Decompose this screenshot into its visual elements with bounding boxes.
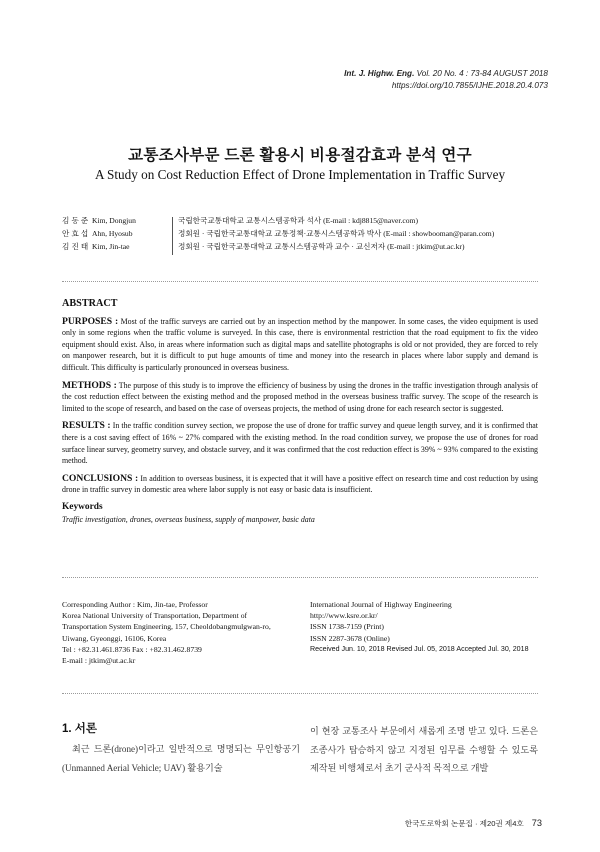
author-affiliation: 정회원 · 국립한국교통대학교 교통정책·교통시스템공학과 박사 (E-mail : showbooman@paran.com) <box>178 229 495 238</box>
keywords-heading: Keywords <box>62 501 103 512</box>
page-number: 73 <box>531 818 542 828</box>
page-footer <box>405 818 542 829</box>
author-name-en: Ahn, Hyosub <box>92 229 133 238</box>
author-affiliation: 국립한국교통대학교 교통시스템공학과 석사 (E-mail : kdj8815@naver.com) <box>178 216 418 225</box>
abstract-results <box>62 420 538 466</box>
journal-citation <box>344 68 548 91</box>
results-text: In the traffic condition survey section, we propose the use of drone for traffic survey and queue length survey, and it is confirmed that there is a cost saving effect of 16% ~ 27% compared with the existing method. In the road condition survey, we propose the use of drones for road surface linear survey, geometry survey, and obstacle survey, and it was confirmed that the cost reduction effect is 39% ~ 93% compared to the existing method. <box>62 421 538 466</box>
abstract-methods <box>62 380 538 415</box>
corr-line: Uiwang, Gyeonggi, 16106, Korea <box>62 633 167 643</box>
author-row <box>62 240 494 253</box>
corr-line: Corresponding Author : Kim, Jin-tae, Professor <box>62 600 208 609</box>
received-label: Received <box>310 644 340 653</box>
corr-line: Korea National University of Transportation, Department of <box>62 611 248 621</box>
title-korean: 교통조사부문 드론 활용시 비용절감효과 분석 연구 <box>128 147 472 164</box>
author-row <box>62 214 494 227</box>
divider-rule <box>62 577 538 578</box>
footer-journal: 한국도로학회 논문집 · 제20권 제4호 <box>404 819 524 828</box>
purposes-label: PURPOSES : <box>62 315 119 327</box>
history-dates <box>310 644 540 655</box>
author-name-ko: 김 동 준 <box>62 216 89 225</box>
corr-line: Transportation System Engineering, 157, Cheoldobangmulgwan-ro, <box>62 622 271 632</box>
author-name-en: Kim, Dongjun <box>92 216 136 225</box>
author-name-ko: 안 효 섭 <box>62 229 89 238</box>
revised-label: Revised <box>386 644 413 653</box>
methods-text: The purpose of this study is to improve the efficiency of business by using the drones in the traffic investigation through analysis of the cost reduction effect between the existing method and the proposed method in the overseas business traffic survey. The scope of the research is limited to the scope of research, and based on the case of overseas projects, the method of using drone for each research sector is suggested. <box>62 380 538 413</box>
journal-volume: Vol. 20 No. 4 : 73-84 AUGUST 2018 <box>414 69 548 78</box>
methods-label: METHODS : <box>62 379 117 391</box>
body-text-left: 최근 드론(drone)이라고 일반적으로 명명되는 무인항공기(Unmanned Aerial Vehicle; UAV) 활용기술 <box>62 744 300 773</box>
author-name-ko: 김 진 태 <box>62 242 89 251</box>
author-list <box>62 214 494 253</box>
author-row <box>62 227 494 240</box>
accepted-label: Accepted <box>456 644 486 653</box>
journal-name: International Journal of Highway Engineering <box>310 600 452 609</box>
corresponding-author <box>62 599 298 666</box>
journal-abbrev: Int. J. Highw. Eng. <box>344 69 415 78</box>
revised-date: Jul. 05, 2018 <box>412 644 457 653</box>
divider-rule <box>62 693 538 694</box>
doi-link[interactable]: https://doi.org/10.7855/IJHE.2018.20.4.073 <box>391 80 548 90</box>
abstract-conclusions <box>62 473 538 496</box>
journal-url[interactable]: http://www.ksre.or.kr/ <box>310 611 378 621</box>
divider-rule <box>62 281 538 282</box>
accepted-date: Jul. 30, 2018 <box>485 644 529 653</box>
abstract-purposes <box>62 316 538 374</box>
results-label: RESULTS : <box>62 420 111 432</box>
author-name-en: Kim, Jin-tae <box>92 242 130 251</box>
corr-line: Tel : +82.31.461.8736 Fax : +82.31.462.8739 <box>62 644 202 654</box>
title-english: A Study on Cost Reduction Effect of Drone Implementation in Traffic Survey <box>94 167 506 182</box>
issn-online: ISSN 2287-3678 (Online) <box>310 633 390 643</box>
received-date: Jun. 10, 2018 <box>339 644 387 653</box>
issn-print: ISSN 1738-7159 (Print) <box>310 622 384 632</box>
conclusions-text: In addition to overseas business, it is expected that it will have a positive effect on research time and cost reduction by using drone in traffic survey in domestic area where labor supply is not easy or basic data is insufficient. <box>62 473 538 495</box>
abstract-section <box>62 298 538 525</box>
conclusions-label: CONCLUSIONS : <box>62 472 139 484</box>
section-heading: 1. 서론 <box>62 723 98 735</box>
corr-email[interactable]: E-mail : jtkim@ut.ac.kr <box>62 656 136 666</box>
abstract-heading: ABSTRACT <box>62 298 118 309</box>
purposes-text: Most of the traffic surveys are carried out by an inspection method by the manpower. In some cases, the video equipment is used only in some regions when the traffic volume is surveyed. In this case, there is environmental restriction that the road equipment to fix the video equipment should exist. Also, in areas where information such as digital maps and satellite photographs is old or not provided, they are forced to rely on manpower research, but it is difficult to put huge amounts of time and money into the research in places where labor supply and demand is difficult. This difficulty is particularly pronounced in overseas business. <box>62 316 539 372</box>
keywords-text: Traffic investigation, drones, overseas business, supply of manpower, basic data <box>62 514 315 524</box>
body-text-right: 이 현장 교통조사 부문에서 새롭게 조명 받고 있다. 드론은 조종사가 탑승하지 않고 지정된 임무를 수행할 수 있도록 제작된 비행체로서 초기 군사적 목적으로 개발 <box>310 726 538 773</box>
author-affiliation: 정회원 · 국립한국교통대학교 교통시스템공학과 교수 · 교신저자 (E-mail : jtkim@ut.ac.kr) <box>178 242 465 251</box>
journal-info <box>310 599 540 655</box>
